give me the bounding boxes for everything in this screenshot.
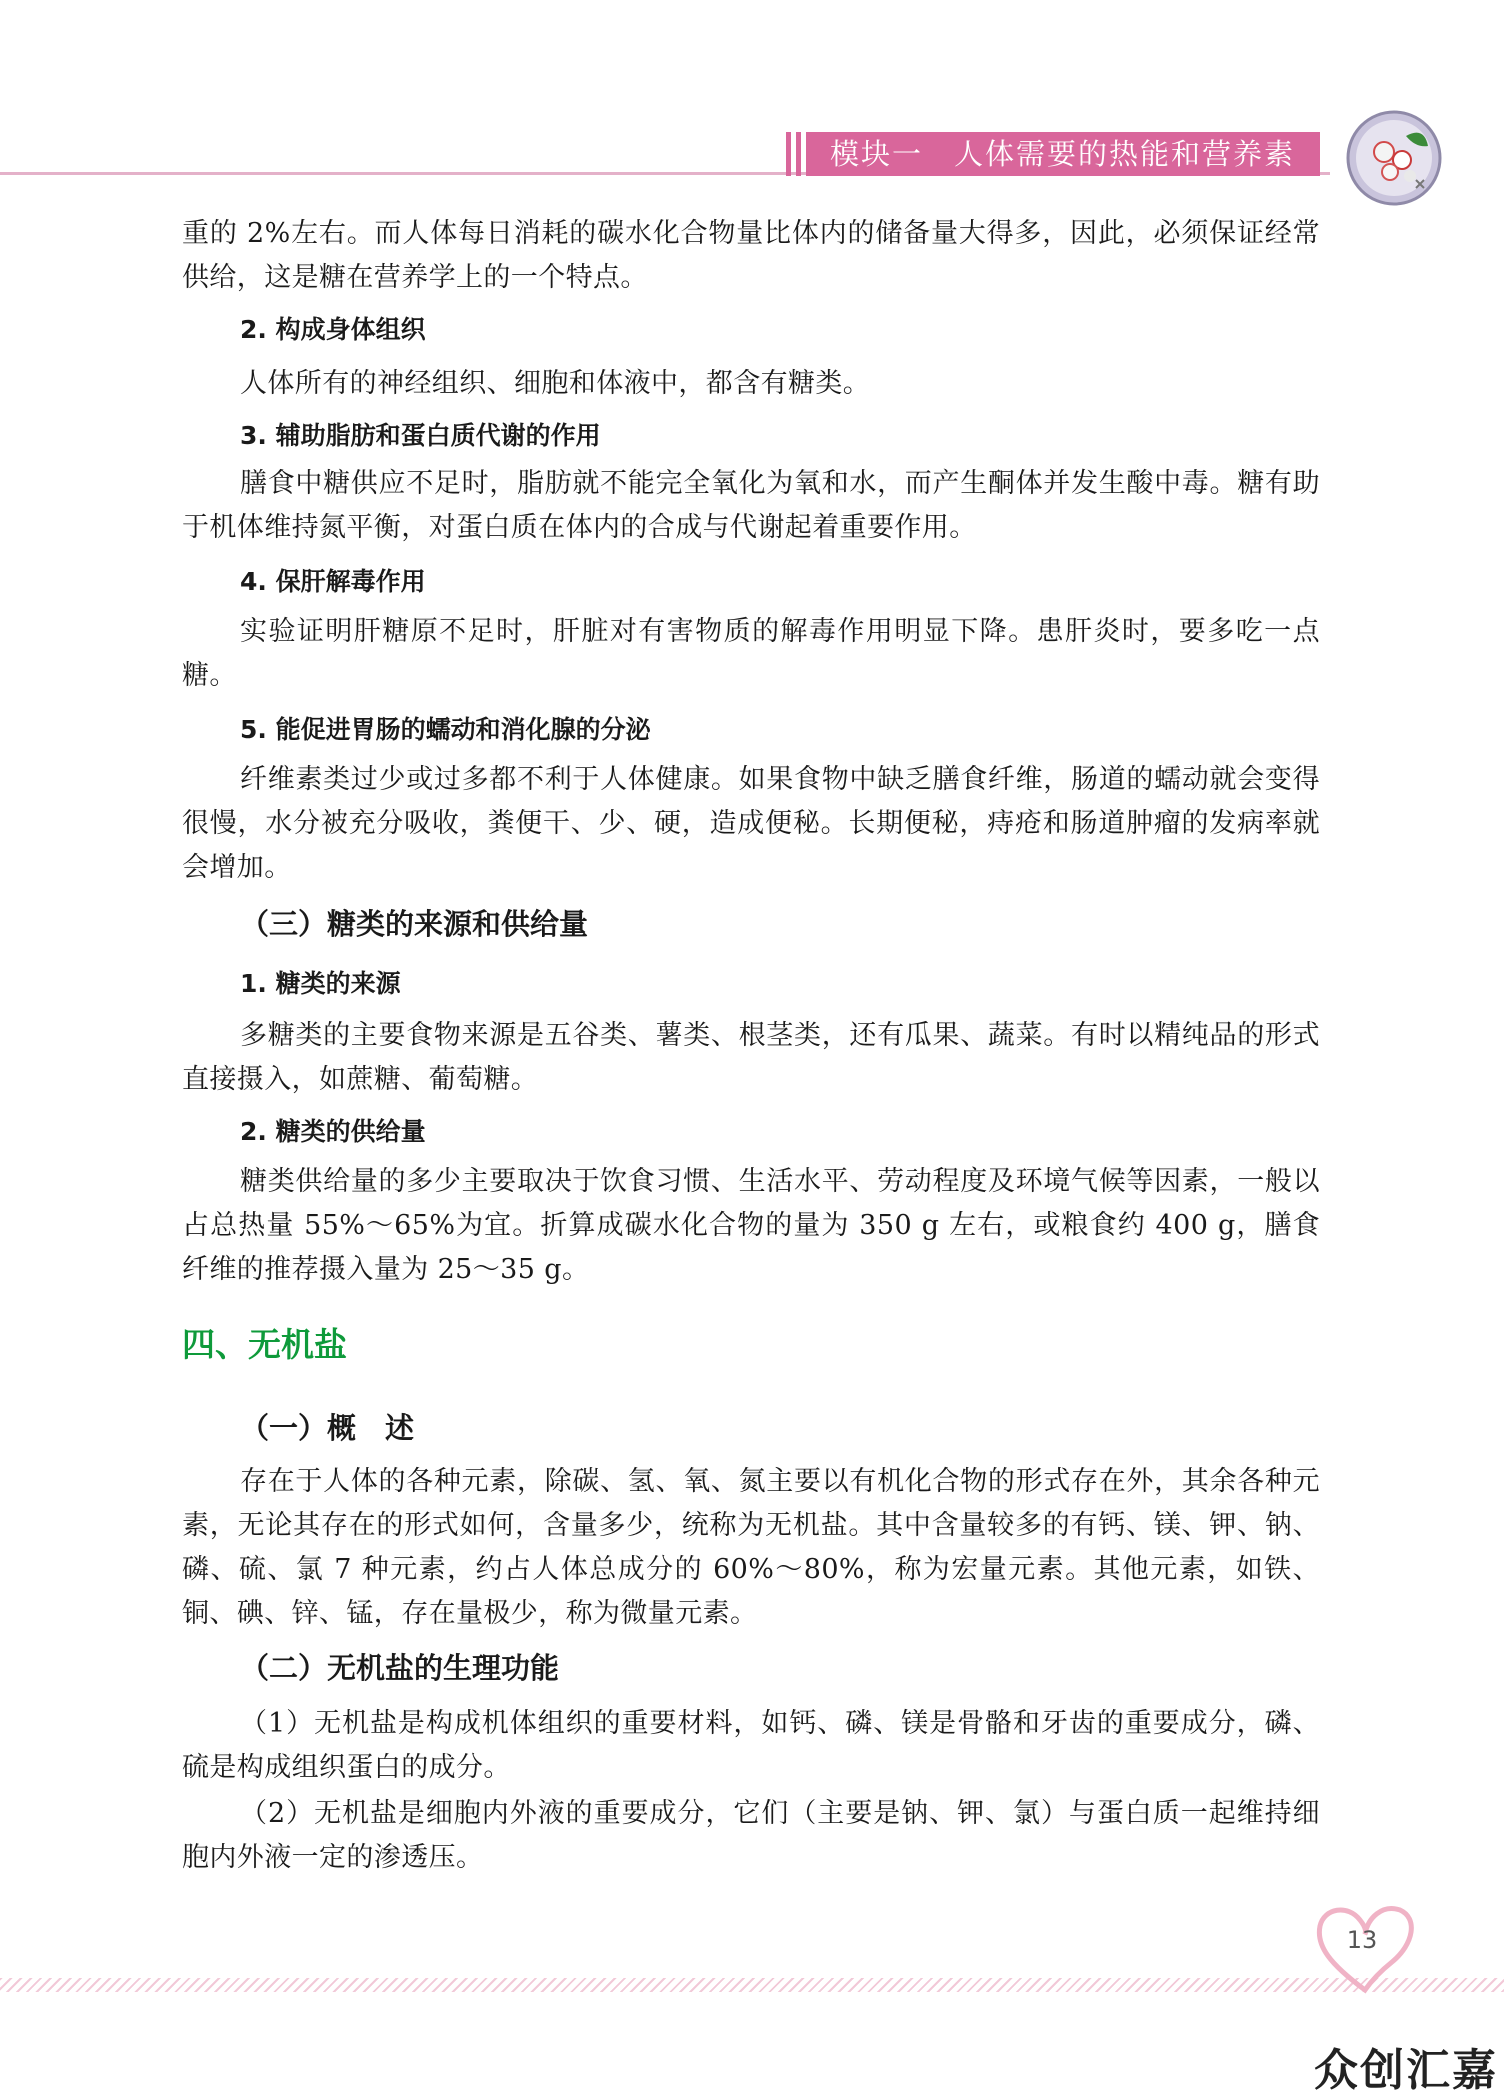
page-number: 13 xyxy=(1346,1926,1378,1954)
paragraph-function-1: （1）无机盐是构成机体组织的重要材料，如钙、磷、镁是骨骼和牙齿的重要成分，磷、硫是构成组织蛋白的成分。 xyxy=(182,1708,1320,1783)
paragraph-body-tissue: 人体所有的神经组织、细胞和体液中，都含有糖类。 xyxy=(240,368,871,399)
heading-overview: （一）概 述 xyxy=(240,1411,415,1445)
paragraph-liver: 实验证明肝糖原不足时，肝脏对有害物质的解毒作用明显下降。患肝炎时，要多吃一点糖。 xyxy=(182,616,1320,691)
header-stripe xyxy=(786,132,791,176)
paragraph-sugar-supply: 糖类供给量的多少主要取决于饮食习惯、生活水平、劳动程度及环境气候等因素，一般以占总热量 55%～65%为宜。折算成碳水化合物的量为 350 g 左右，或粮食约 400 g，膳食纤维的推荐摄入量为 25～35 g。 xyxy=(182,1166,1320,1285)
section-heading-minerals: 四、无机盐 xyxy=(182,1325,347,1364)
subheading-body-tissue: 2. 构成身体组织 xyxy=(240,315,426,344)
paragraph-overview: 存在于人体的各种元素，除碳、氢、氧、氮主要以有机化合物的形式存在外，其余各种元素，无论其存在的形式如何，含量多少，统称为无机盐。其中含量较多的有钙、镁、钾、钠、磷、硫、氯 7 种元素，约占人体总成分的 60%～80%，称为宏量元素。其他元素，如铁、铜、碘、锌、锰，存在量极少，称为微量元素。 xyxy=(182,1466,1320,1629)
subheading-sugar-supply: 2. 糖类的供给量 xyxy=(240,1117,426,1146)
paragraph-intro: 重的 2%左右。而人体每日消耗的碳水化合物量比体内的储备量大得多，因此，必须保证经常供给，这是糖在营养学上的一个特点。 xyxy=(182,218,1320,293)
module-header xyxy=(786,132,1320,176)
subheading-metabolism: 3. 辅助脂肪和蛋白质代谢的作用 xyxy=(240,421,601,450)
footer-stripes xyxy=(0,1978,1504,1992)
header-stripe xyxy=(796,132,801,176)
paragraph-metabolism: 膳食中糖供应不足时，脂肪就不能完全氧化为氧和水，而产生酮体并发生酸中毒。糖有助于机体维持氮平衡，对蛋白质在体内的合成与代谢起着重要作用。 xyxy=(182,468,1320,543)
paragraph-sugar-source: 多糖类的主要食物来源是五谷类、薯类、根茎类，还有瓜果、蔬菜。有时以精纯品的形式直接摄入，如蔗糖、葡萄糖。 xyxy=(182,1020,1320,1095)
heading-sugar-source-supply: （三）糖类的来源和供给量 xyxy=(240,907,589,941)
heading-physiological-functions: （二）无机盐的生理功能 xyxy=(240,1651,560,1685)
food-plate-icon xyxy=(1344,108,1444,208)
subheading-digestion: 5. 能促进胃肠的蠕动和消化腺的分泌 xyxy=(240,715,651,744)
module-title: 模块一 人体需要的热能和营养素 xyxy=(806,132,1320,176)
paragraph-digestion: 纤维素类过少或过多都不利于人体健康。如果食物中缺乏膳食纤维，肠道的蠕动就会变得很慢，水分被充分吸收，粪便干、少、硬，造成便秘。长期便秘，痔疮和肠道肿瘤的发病率就会增加。 xyxy=(182,764,1320,883)
watermark-logo: 众创汇嘉 xyxy=(1314,2045,1498,2096)
paragraph-function-2: （2）无机盐是细胞内外液的重要成分，它们（主要是钠、钾、氯）与蛋白质一起维持细胞内外液一定的渗透压。 xyxy=(182,1798,1320,1873)
subheading-liver: 4. 保肝解毒作用 xyxy=(240,567,426,596)
subheading-sugar-source: 1. 糖类的来源 xyxy=(240,969,401,998)
